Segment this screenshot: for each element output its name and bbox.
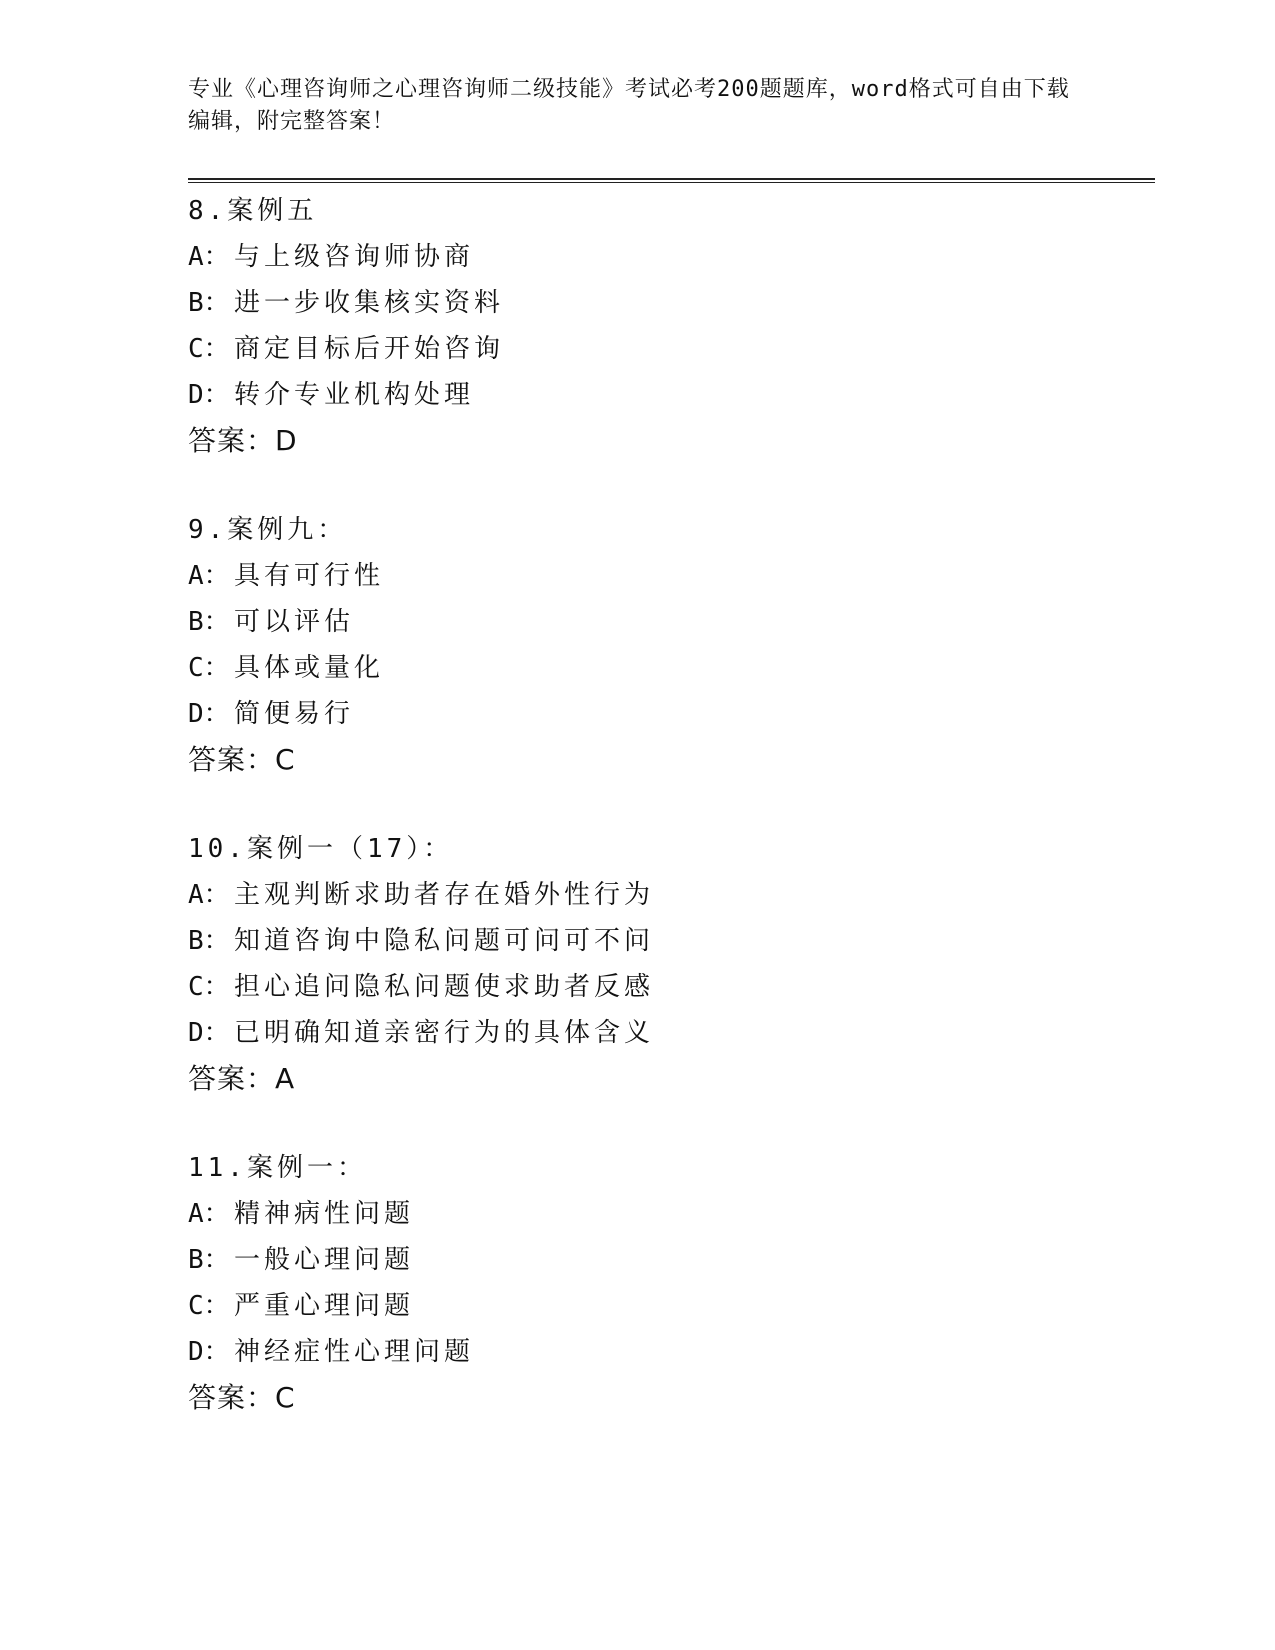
option-letter: A： — [188, 242, 230, 272]
option-letter: D： — [188, 1018, 230, 1048]
option-text: 转介专业机构处理 — [234, 380, 475, 410]
question-title: 9.案例九： — [188, 515, 348, 545]
option-text: 精神病性问题 — [234, 1199, 415, 1229]
question-title: 11.案例一： — [188, 1153, 367, 1183]
option-letter: D： — [188, 1337, 230, 1367]
option-b — [188, 280, 1148, 326]
option-letter: C： — [188, 653, 230, 683]
option-b — [188, 1237, 1148, 1283]
option-a — [188, 1191, 1148, 1237]
option-text: 与上级咨询师协商 — [234, 242, 475, 272]
option-text: 简便易行 — [234, 699, 355, 729]
option-d — [188, 372, 1148, 418]
option-text: 可以评估 — [234, 607, 355, 637]
question-10 — [188, 826, 1148, 1102]
option-a — [188, 553, 1148, 599]
option-b — [188, 599, 1148, 645]
option-d — [188, 1329, 1148, 1375]
option-d — [188, 1010, 1148, 1056]
option-text: 已明确知道亲密行为的具体含义 — [234, 1018, 655, 1048]
option-c — [188, 645, 1148, 691]
option-letter: C： — [188, 334, 230, 364]
option-letter: C： — [188, 972, 230, 1002]
option-letter: B： — [188, 926, 230, 956]
question-list — [188, 188, 1148, 1464]
option-c — [188, 1283, 1148, 1329]
option-letter: B： — [188, 288, 230, 318]
option-text: 神经症性心理问题 — [234, 1337, 475, 1367]
option-text: 担心追问隐私问题使求助者反感 — [234, 972, 655, 1002]
option-letter: B： — [188, 607, 230, 637]
answer-line: 答案：C — [188, 743, 296, 776]
intro-text: 专业《心理咨询师之心理咨询师二级技能》考试必考200题题库，word格式可自由下载编辑，附完整答案！ — [188, 77, 1070, 134]
answer-line: 答案：C — [188, 1381, 296, 1414]
option-letter: B： — [188, 1245, 230, 1275]
option-c — [188, 964, 1148, 1010]
question-8 — [188, 188, 1148, 464]
option-d — [188, 691, 1148, 737]
question-11 — [188, 1145, 1148, 1421]
option-text: 具体或量化 — [234, 653, 385, 683]
question-title: 8.案例五 — [188, 196, 318, 226]
option-b — [188, 918, 1148, 964]
answer-line: 答案：D — [188, 424, 298, 457]
option-letter: A： — [188, 561, 230, 591]
option-text: 一般心理问题 — [234, 1245, 415, 1275]
option-a — [188, 234, 1148, 280]
option-letter: A： — [188, 880, 230, 910]
option-letter: C： — [188, 1291, 230, 1321]
option-text: 主观判断求助者存在婚外性行为 — [234, 880, 655, 910]
option-text: 具有可行性 — [234, 561, 385, 591]
option-text: 严重心理问题 — [234, 1291, 415, 1321]
option-text: 商定目标后开始咨询 — [234, 334, 505, 364]
question-9 — [188, 507, 1148, 783]
option-a — [188, 872, 1148, 918]
header-divider — [188, 178, 1155, 183]
answer-line: 答案：A — [188, 1062, 296, 1095]
option-text: 知道咨询中隐私问题可问可不问 — [234, 926, 655, 956]
option-letter: D： — [188, 699, 230, 729]
option-text: 进一步收集核实资料 — [234, 288, 505, 318]
option-letter: A： — [188, 1199, 230, 1229]
option-letter: D： — [188, 380, 230, 410]
question-title: 10.案例一（17）： — [188, 834, 454, 864]
option-c — [188, 326, 1148, 372]
